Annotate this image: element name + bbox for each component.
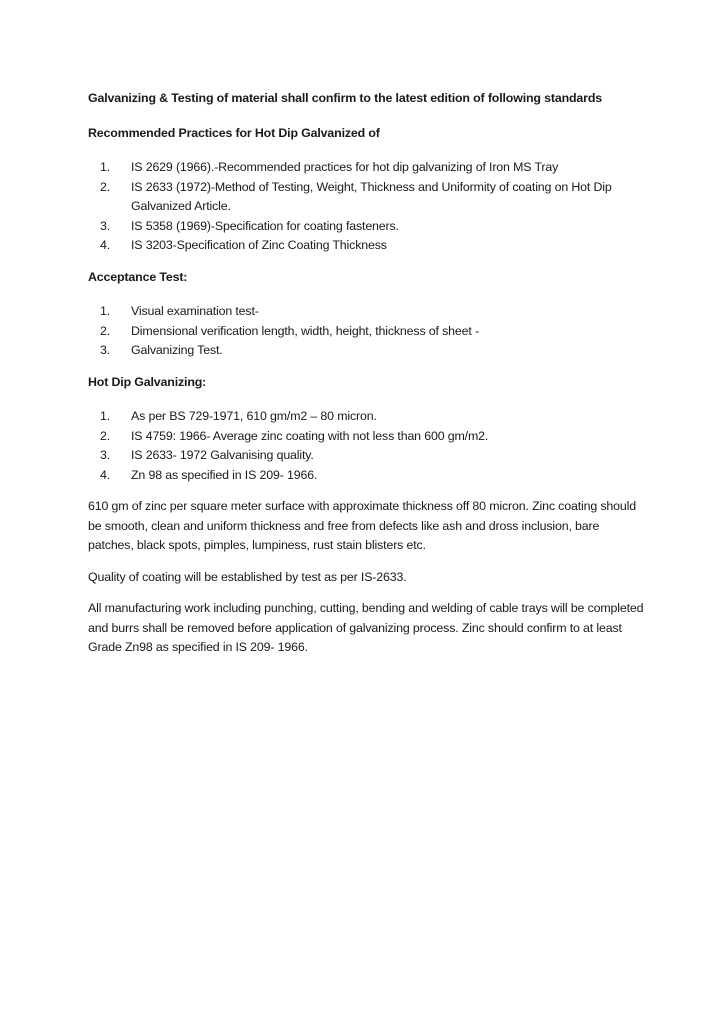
- list-item-number: 2.: [100, 179, 111, 194]
- list-item: [88, 427, 648, 447]
- list-item-number: 4.: [100, 238, 111, 252]
- list-item-text: IS 2629 (1966).-Recommended practices for hot dip galvanizing of Iron MS Tray: [131, 160, 559, 174]
- list-item-text: Galvanizing Test.: [131, 343, 223, 357]
- list-item: [88, 466, 648, 486]
- list-item-text: IS 2633- 1972 Galvanising quality.: [131, 448, 314, 462]
- list-item: [88, 322, 648, 342]
- list-item-number: 4.: [100, 467, 111, 482]
- list-item: [88, 217, 648, 237]
- list-item-text: Zn 98 as specified in IS 209- 1966.: [131, 467, 318, 482]
- practices-list: [88, 158, 648, 256]
- list-item: [88, 302, 648, 322]
- list-item-number: 3.: [100, 218, 111, 233]
- list-item-text: IS 3203-Specification of Zinc Coating Thickness: [131, 238, 387, 252]
- document-page: [88, 89, 648, 670]
- list-item: [88, 178, 648, 217]
- list-item-text: IS 2633 (1972)-Method of Testing, Weight, Thickness and Uniformity of coating on Hot Dip Galvanized Article.: [131, 179, 612, 213]
- list-item-number: 1.: [100, 409, 111, 423]
- list-item: [88, 446, 648, 466]
- manufacturing-paragraph: All manufacturing work including punching, cutting, bending and welding of cable trays will be completed and burrs shall be removed before application of galvanizing process. Zinc should confirm to at least Grade Zn98 as specified in IS 209- 1966.: [88, 601, 644, 654]
- hot-dip-list: [88, 407, 648, 485]
- list-item-text: IS 5358 (1969)-Specification for coating fasteners.: [131, 218, 399, 233]
- quality-paragraph: Quality of coating will be established by test as per IS-2633.: [88, 569, 407, 584]
- list-item-text: Visual examination test-: [131, 304, 259, 318]
- list-item: [88, 341, 648, 361]
- zinc-coating-paragraph: 610 gm of zinc per square meter surface with approximate thickness off 80 micron. Zinc coating should be smooth, clean and uniform thickness and free from defects like ash and dross inclusion, bare patches, black spots, pimples, lumpiness, rust stain blisters etc.: [88, 499, 636, 552]
- list-item-number: 1.: [100, 160, 111, 174]
- list-item-text: IS 4759: 1966- Average zinc coating with not less than 600 gm/m2.: [131, 428, 489, 443]
- acceptance-list: [88, 302, 648, 361]
- list-item-number: 3.: [100, 343, 111, 357]
- list-item: [88, 236, 648, 256]
- list-item-number: 1.: [100, 304, 111, 318]
- intro-heading: Galvanizing & Testing of material shall confirm to the latest edition of following standards: [88, 91, 603, 105]
- hot-dip-heading: Hot Dip Galvanizing:: [88, 374, 207, 389]
- acceptance-heading: Acceptance Test:: [88, 269, 188, 284]
- list-item-number: 2.: [100, 428, 111, 443]
- list-item-text: Dimensional verification length, width, height, thickness of sheet -: [131, 323, 479, 338]
- list-item: [88, 158, 648, 178]
- list-item-text: As per BS 729-1971, 610 gm/m2 – 80 micron.: [131, 409, 377, 423]
- list-item-number: 2.: [100, 323, 111, 338]
- practices-heading: Recommended Practices for Hot Dip Galvanized of: [88, 125, 380, 140]
- list-item: [88, 407, 648, 427]
- list-item-number: 3.: [100, 448, 111, 462]
